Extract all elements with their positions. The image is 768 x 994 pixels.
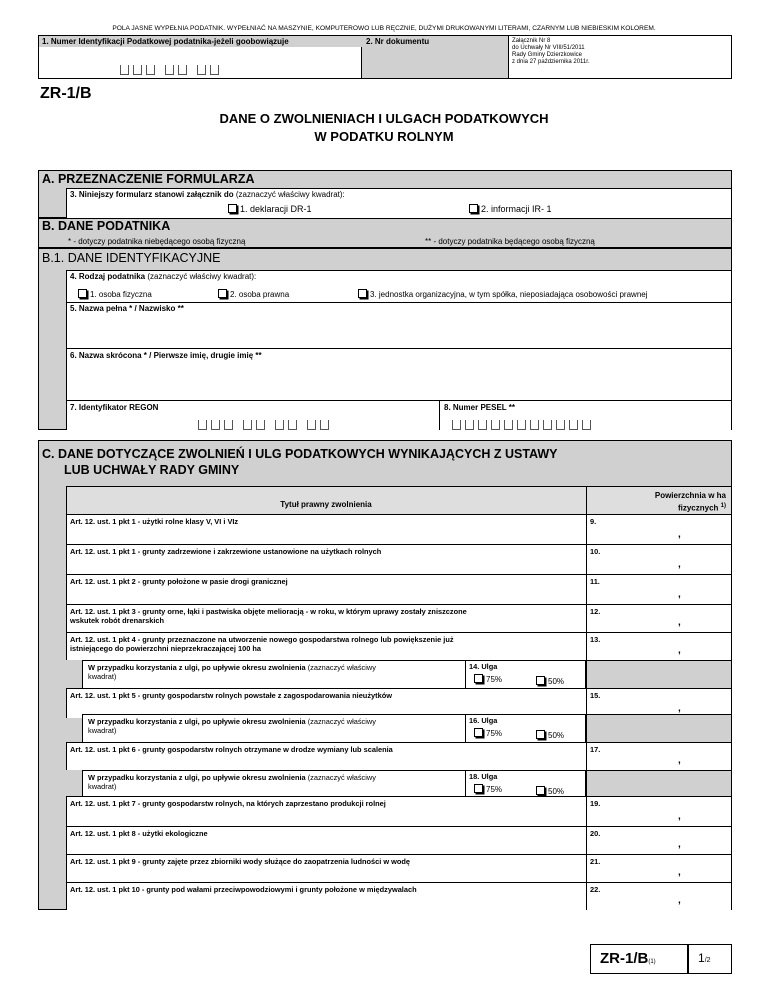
- option-dr1[interactable]: 1. deklaracji DR-1: [228, 204, 312, 214]
- checkbox-icon[interactable]: [474, 728, 483, 737]
- ulga-50[interactable]: 50%: [536, 786, 564, 796]
- page-title: DANE O ZWOLNIENIACH I ULGACH PODATKOWYCH W PODATKU ROLNYM: [219, 111, 549, 144]
- checkbox-icon[interactable]: [78, 289, 87, 298]
- relief-hint: kwadrat): [88, 726, 117, 735]
- decimal-comma: ,: [678, 867, 681, 878]
- section-b1-heading: B.1. DANE IDENTYFIKACYJNE: [42, 251, 221, 265]
- ulga-50[interactable]: 50%: [536, 730, 564, 740]
- section-c-heading: C. DANE DOTYCZĄCE ZWOLNIEŃ I ULG PODATKOWYCH WYNIKAJĄCYCH Z USTAWY LUB UCHWAŁY RADY GMINY: [42, 447, 558, 477]
- area-field-number: 21.: [590, 857, 601, 866]
- taxpayer-opt2[interactable]: 2. osoba prawna: [218, 289, 289, 299]
- attachment-note: Załącznik Nr 8 do Uchwały Nr VIII/51/2011 Rady Gminy Dzierzkowice z dnia 27 października 2011r.: [512, 38, 590, 65]
- section-b-note2: ** - dotyczy podatnika będącego osobą fizyczną: [425, 237, 595, 246]
- area-field[interactable]: [586, 854, 731, 882]
- field3-label: 3. Niniejszy formularz stanowi załącznik do (zaznaczyć właściwy kwadrat):: [70, 190, 345, 199]
- field2-label: 2. Nr dokumentu: [366, 37, 430, 46]
- page-number: 1/2: [698, 951, 711, 965]
- area-field[interactable]: [586, 574, 731, 604]
- field7-label: 7. Identyfikator REGON: [70, 403, 159, 412]
- ulga-grey-cell: [586, 770, 731, 796]
- option-ir1[interactable]: 2. informacji IR- 1: [469, 204, 552, 214]
- exemption-title-cont: istniejącego do powierzchni nieprzekraczającej 100 ha: [70, 644, 261, 653]
- area-field-number: 11.: [590, 577, 600, 586]
- area-field[interactable]: [586, 514, 731, 544]
- area-field[interactable]: [586, 826, 731, 854]
- decimal-comma: ,: [678, 589, 681, 600]
- ulga-75[interactable]: 75%: [474, 728, 502, 738]
- area-field[interactable]: [586, 604, 731, 632]
- col-area: Powierzchnia w ha fizycznych $^{1)}$: [654, 491, 726, 513]
- exemption-title: Art. 12. ust. 1 pkt 5 - grunty gospodarstw rolnych powstałe z zagospodarowania nieużytków: [70, 691, 392, 700]
- pesel-cells: [452, 417, 595, 435]
- area-field[interactable]: [586, 632, 731, 660]
- exemption-title: Art. 12. ust. 1 pkt 1 - grunty zadrzewione i zakrzewione ustanowione na użytkach rolnych: [70, 547, 382, 556]
- section-a-heading: A. PRZEZNACZENIE FORMULARZA: [42, 172, 255, 186]
- decimal-comma: ,: [678, 895, 681, 906]
- decimal-comma: ,: [678, 811, 681, 822]
- field8-label: 8. Numer PESEL **: [444, 403, 515, 412]
- exemption-title: Art. 12. ust. 1 pkt 3 - grunty orne, łąki i pastwiska objęte melioracją - w roku, w którym uprawy zostały zniszczone: [70, 607, 467, 616]
- exemption-title-cont: wskutek robót drenarskich: [70, 616, 165, 625]
- area-field-number: 13.: [590, 635, 601, 644]
- section-b-note1: * - dotyczy podatnika niebędącego osobą fizyczną: [68, 237, 246, 246]
- exemption-title: Art. 12. ust. 1 pkt 8 - użytki ekologiczne: [70, 829, 208, 838]
- ulga-75[interactable]: 75%: [474, 784, 502, 794]
- ulga-label: 14. Ulga: [469, 662, 498, 671]
- decimal-comma: ,: [678, 703, 681, 714]
- checkbox-icon[interactable]: [228, 204, 237, 213]
- footer-code: ZR-1/B(1): [600, 950, 656, 967]
- decimal-comma: ,: [678, 529, 681, 540]
- field1-label: 1. Numer Identyfikacji Podatkowej podatnika-jeżeli goobowiązuje: [42, 37, 289, 46]
- field5-label: 5. Nazwa pełna * / Nazwisko **: [70, 304, 184, 313]
- taxpayer-opt3[interactable]: 3. jednostka organizacyjna, w tym spółka, nieposiadająca osobowości prawnej: [358, 289, 648, 299]
- checkbox-icon[interactable]: [469, 204, 478, 213]
- nip-cells: [120, 62, 223, 80]
- ulga-label: 16. Ulga: [469, 716, 498, 725]
- regon-cells: [198, 417, 333, 435]
- area-field[interactable]: [586, 544, 731, 574]
- checkbox-icon[interactable]: [536, 730, 545, 739]
- exemption-title: Art. 12. ust. 1 pkt 2 - grunty położone w pasie drogi granicznej: [70, 577, 288, 586]
- area-field-number: 12.: [590, 607, 601, 616]
- checkbox-icon[interactable]: [358, 289, 367, 298]
- exemption-title: Art. 12. ust. 1 pkt 1 - użytki rolne klasy V, VI i VIz: [70, 517, 239, 526]
- relief-hint: kwadrat): [88, 672, 117, 681]
- relief-label: W przypadku korzystania z ulgi, po upływie okresu zwolnienia (zaznaczyć właściwy: [88, 773, 376, 782]
- decimal-comma: ,: [678, 755, 681, 766]
- ulga-50[interactable]: 50%: [536, 676, 564, 686]
- area-field-number: 10.: [590, 547, 601, 556]
- section-b-heading: B. DANE PODATNIKA: [42, 219, 171, 233]
- exemption-title: Art. 12. ust. 1 pkt 10 - grunty pod wałami przeciwpowodziowymi i grunty położone w międzywalach: [70, 885, 417, 894]
- exemption-title: Art. 12. ust. 1 pkt 6 - grunty gospodarstw rolnych otrzymane w drodze wymiany lub scalenia: [70, 745, 393, 754]
- ulga-grey-cell: [586, 714, 731, 742]
- taxpayer-opt1[interactable]: 1. osoba fizyczna: [78, 289, 152, 299]
- ulga-label: 18. Ulga: [469, 772, 498, 781]
- area-field-number: 15.: [590, 691, 601, 700]
- decimal-comma: ,: [678, 617, 681, 628]
- exemption-title: Art. 12. ust. 1 pkt 9 - grunty zajęte przez zbiorniki wody służące do zaopatrzenia ludności w wodę: [70, 857, 411, 866]
- form-code: ZR-1/B: [40, 85, 92, 102]
- area-field-number: 20.: [590, 829, 601, 838]
- field4-label: 4. Rodzaj podatnika (zaznaczyć właściwy kwadrat):: [70, 272, 257, 281]
- checkbox-icon[interactable]: [474, 784, 483, 793]
- area-field-number: 17.: [590, 745, 601, 754]
- relief-hint: kwadrat): [88, 782, 117, 791]
- checkbox-icon[interactable]: [536, 676, 545, 685]
- top-note: POLA JASNE WYPEŁNIA PODATNIK. WYPEŁNIAĆ NA MASZYNIE, KOMPUTEROWO LUB RĘCZNIE, DUŻYMI DRUKOWANYMI LITERAMI, CZARNYM LUB NIEBIESKIM KOLOREM.: [112, 25, 656, 32]
- area-field[interactable]: [586, 796, 731, 826]
- exemption-title: Art. 12. ust. 1 pkt 4 - grunty przeznaczone na utworzenie nowego gospodarstwa rolnego lub powiększenie już: [70, 635, 454, 644]
- area-field-number: 22.: [590, 885, 601, 894]
- decimal-comma: ,: [678, 559, 681, 570]
- col-title: Tytuł prawny zwolnienia: [280, 500, 372, 509]
- ulga-75[interactable]: 75%: [474, 674, 502, 684]
- exemption-title: Art. 12. ust. 1 pkt 7 - grunty gospodarstw rolnych, na których zaprzestano produkcji rolnej: [70, 799, 386, 808]
- checkbox-icon[interactable]: [218, 289, 227, 298]
- area-field[interactable]: [586, 742, 731, 770]
- area-field-number: 19.: [590, 799, 601, 808]
- relief-label: W przypadku korzystania z ulgi, po upływie okresu zwolnienia (zaznaczyć właściwy: [88, 717, 376, 726]
- decimal-comma: ,: [678, 839, 681, 850]
- ulga-grey-cell: [586, 660, 731, 688]
- checkbox-icon[interactable]: [536, 786, 545, 795]
- area-field[interactable]: [586, 882, 731, 910]
- field6-label: 6. Nazwa skrócona * / Pierwsze imię, drugie imię **: [70, 351, 262, 360]
- relief-label: W przypadku korzystania z ulgi, po upływie okresu zwolnienia (zaznaczyć właściwy: [88, 663, 376, 672]
- area-field-number: 9.: [590, 517, 597, 526]
- checkbox-icon[interactable]: [474, 674, 483, 683]
- decimal-comma: ,: [678, 645, 681, 656]
